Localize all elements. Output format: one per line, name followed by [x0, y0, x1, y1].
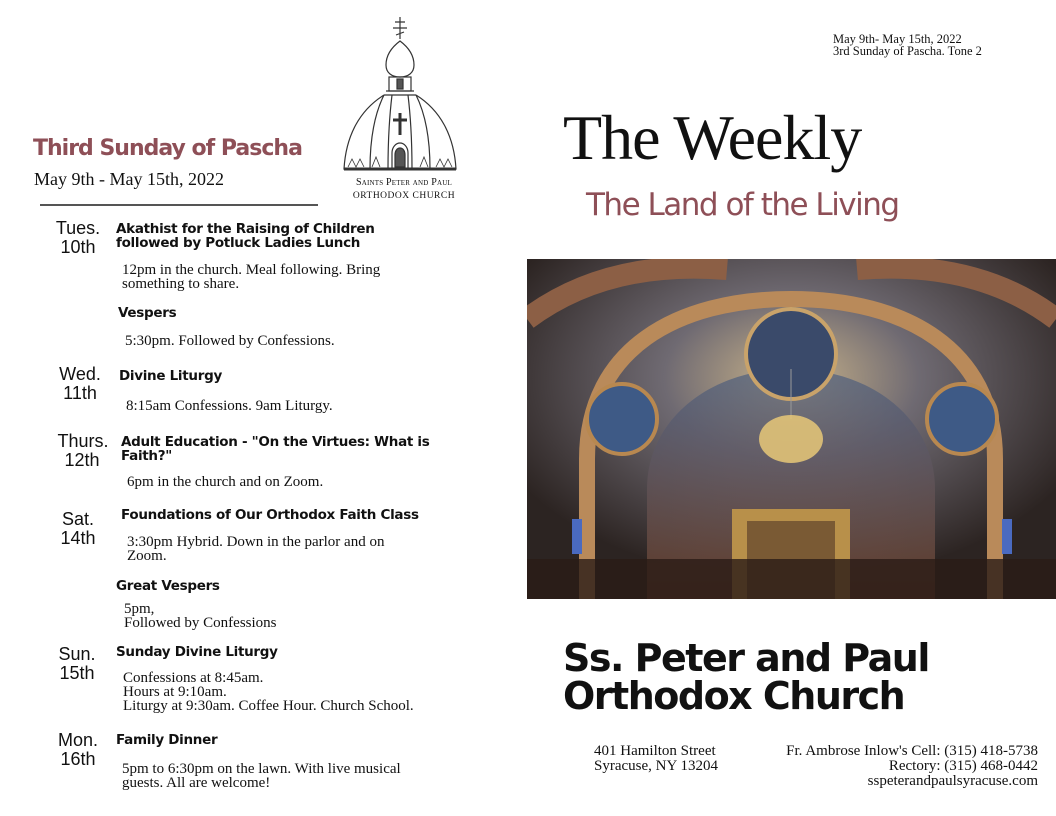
event-title: Adult Education - "On the Virtues: What is Faith?" — [121, 434, 430, 464]
event-title: Foundations of Our Orthodox Faith Class — [121, 507, 419, 523]
event-day: Wed. — [59, 364, 101, 384]
event-title: Akathist for the Raising of Children followed by Potluck Ladies Lunch — [116, 221, 375, 251]
newsletter-subtitle: The Land of the Living — [586, 187, 899, 223]
event-day: Mon. — [57, 730, 99, 750]
event-description: 8:15am Confessions. 9am Liturgy. — [126, 398, 333, 414]
event-description: 5pm to 6:30pm on the lawn. With live musical guests. All are welcome! — [122, 761, 401, 791]
event-description: 5:30pm. Followed by Confessions. — [125, 333, 335, 349]
event-day: Thurs. — [57, 431, 109, 451]
church-name-line2: Orthodox Church — [563, 674, 905, 718]
event-date: 10th — [60, 237, 96, 257]
church-interior-photo — [527, 259, 1056, 599]
event-title: Sunday Divine Liturgy — [116, 644, 278, 660]
sunday-tone: 3rd Sunday of Pascha. Tone 2 — [833, 44, 982, 58]
event-day: Sun. — [58, 644, 96, 664]
event-date: 15th — [59, 663, 95, 683]
divider — [40, 204, 318, 206]
event-description: 5pm, Followed by Confessions — [124, 601, 277, 631]
church-dome-logo — [340, 15, 465, 175]
rectory-phone: Rectory: (315) 468-0442 — [888, 758, 1038, 774]
event-title: Divine Liturgy — [119, 368, 222, 384]
logo-text-line1: Saints Peter and Paul — [355, 177, 453, 188]
event-title: Great Vespers — [116, 578, 220, 594]
event-title: Family Dinner — [116, 732, 218, 748]
section-heading: Third Sunday of Pascha — [33, 136, 302, 161]
event-description: 6pm in the church and on Zoom. — [127, 474, 324, 490]
event-description: 3:30pm Hybrid. Down in the parlor and on Zoom. — [127, 534, 385, 564]
event-description: Confessions at 8:45am. Hours at 9:10am. Liturgy at 9:30am. Coffee Hour. Church School. — [123, 670, 414, 714]
event-date: 16th — [60, 749, 96, 769]
church-name-line1: Ss. Peter and Paul — [563, 636, 929, 680]
address-line2: Syracuse, NY 13204 — [594, 758, 719, 774]
priest-cell-phone: Fr. Ambrose Inlow's Cell: (315) 418-5738 — [786, 743, 1038, 759]
event-day: Sat. — [61, 509, 95, 529]
event-description: 12pm in the church. Meal following. Bring something to share. — [122, 262, 381, 292]
event-title: Vespers — [118, 305, 177, 321]
website-link[interactable]: sspeterandpaulsyracuse.com — [867, 773, 1038, 789]
date-range: May 9th- May 15th, 2022 — [833, 32, 962, 46]
newsletter-title: The Weekly — [563, 102, 862, 173]
event-date: 14th — [60, 528, 96, 548]
logo-text-line2: ORTHODOX CHURCH — [352, 191, 456, 201]
section-dates: May 9th - May 15th, 2022 — [34, 169, 224, 189]
event-date: 12th — [64, 450, 100, 470]
address-line1: 401 Hamilton Street — [594, 743, 716, 759]
event-day: Tues. — [55, 218, 101, 238]
event-date: 11th — [63, 383, 97, 403]
